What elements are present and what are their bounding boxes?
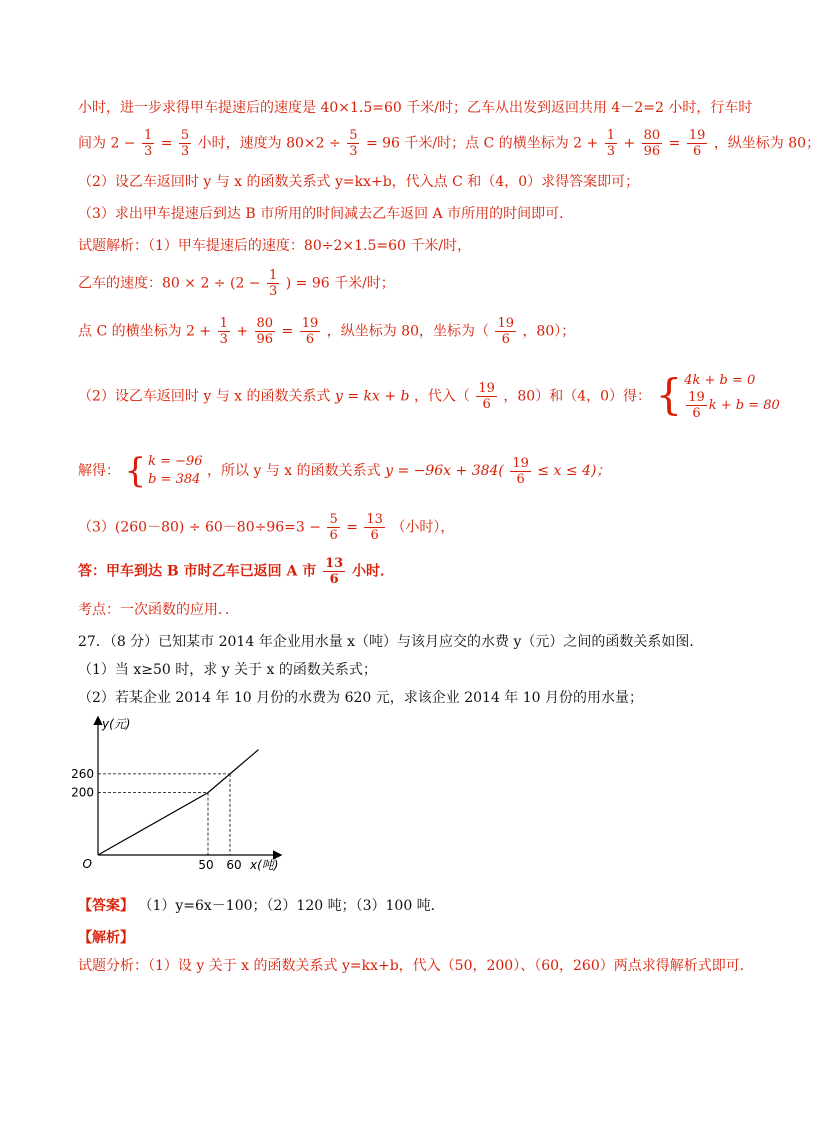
fraction: $\frac{5}{6}$ <box>329 512 338 543</box>
solution-answer: 答：甲车到达 B 市时乙车已返回 A 市 $\frac{13}{6}$ 小时． <box>78 556 395 587</box>
y-tick-200: 200 <box>71 785 94 800</box>
fraction: $\frac{5}{3}$ <box>349 128 358 159</box>
fraction: $\frac{19}{6}$ <box>512 455 529 487</box>
solution-line-5: 解得： { k = −96 b = 384 ，所以 y 与 x 的函数关系式 y = −96x + 384( $\frac{19}{6}$ ≤ x ≤ 4)； <box>78 451 611 491</box>
origin-label: O <box>82 857 92 871</box>
fenxi-line: 试题分析：（1）设 y 关于 x 的函数关系式 y=kx+b，代入（50，200）、（60，260）两点求得解析式即可． <box>78 958 754 974</box>
fraction: $\frac{19}{6}$ <box>301 316 319 347</box>
fraction: $\frac{1}{3}$ <box>269 268 278 299</box>
axis-labels <box>71 717 278 872</box>
solution-line-6: （3）(260－80) ÷ 60－80÷96=3 − $\frac{5}{6}$ = $\frac{13}{6}$ （小时）， <box>78 512 455 543</box>
analysis-line-2: 间为 2 − $\frac{1}{3}$ = $\frac{5}{3}$ 小时，速度为 80×2 ÷ $\frac{5}{3}$ = 96 千米/时；点 C 的横坐标为 2 + $\frac{1}{3}$ + $\frac{80}{96}$ = $\frac{19}{6}$ ，纵坐标为 80； <box>78 128 820 159</box>
fraction: $\frac{5}{3}$ <box>180 128 190 159</box>
equation-system: { k = −96 b = 384 <box>124 451 203 491</box>
data-line <box>98 750 259 855</box>
question-1: （1）当 x≥50 时，求 y 关于 x 的函数关系式； <box>78 662 377 678</box>
problem-stem: 27．（8 分）已知某市 2014 年企业用水量 x（吨）与该月应交的水费 y（元）之间的函数关系如图． <box>78 634 704 650</box>
equation-system: { 4k + b = 0 $\frac{19}{6}$ k + b = 80 <box>655 370 780 421</box>
solution-line-1: 试题解析：（1）甲车提速后的速度：80÷2×1.5=60 千米/时， <box>78 238 472 254</box>
function-graph <box>70 710 290 880</box>
x-tick-60: 60 <box>226 858 242 872</box>
answer-line: 【答案】 （1）y=6x－100；（2）120 吨；（3）100 吨． <box>78 898 445 914</box>
x-tick-50: 50 <box>198 858 214 872</box>
fraction: $\frac{1}{3}$ <box>606 128 615 159</box>
analysis-line-3: （2）设乙车返回时 y 与 x 的函数关系式 y=kx+b，代入点 C 和（4，0）求得答案即可； <box>78 174 640 190</box>
fraction: $\frac{13}{6}$ <box>325 556 344 587</box>
guide-lines <box>98 774 230 855</box>
kaodian: 考点：一次函数的应用．． <box>78 602 239 618</box>
x-axis-label: x(吨) <box>250 858 279 872</box>
jiexi-tag: 【解析】 <box>78 930 134 946</box>
fraction: $\frac{19}{6}$ <box>478 381 495 412</box>
fraction: $\frac{1}{3}$ <box>144 128 153 159</box>
analysis-line-4: （3）求出甲车提速后到达 B 市所用的时间减去乙车返回 A 市所用的时间即可． <box>78 206 574 222</box>
fraction: $\frac{1}{3}$ <box>219 316 228 347</box>
solution-line-2: 乙车的速度：80 × 2 ÷ (2 − $\frac{1}{3}$ ) = 96 千米/时； <box>78 268 395 299</box>
analysis-line-1: 小时，进一步求得甲车提速后的速度是 40×1.5=60 千米/时；乙车从出发到返回共用 4－2=2 小时，行车时 <box>78 100 753 116</box>
fraction: $\frac{80}{96}$ <box>256 316 274 347</box>
solution-line-4: （2）设乙车返回时 y 与 x 的函数关系式 y = kx + b ，代入（ $\frac{19}{6}$ ，80）和（4，0）得： { 4k + b = 0 $\frac{19}{6}$ k + b = 80 <box>78 370 780 421</box>
fraction: $\frac{19}{6}$ <box>688 128 706 159</box>
axes <box>98 718 280 855</box>
question-2: （2）若某企业 2014 年 10 月份的水费为 620 元，求该企业 2014 年 10 月份的用水量； <box>78 690 644 706</box>
solution-line-3: 点 C 的横坐标为 2 + $\frac{1}{3}$ + $\frac{80}{96}$ = $\frac{19}{6}$ ，纵坐标为 80，坐标为（ $\frac{19}{6}$ ，80）； <box>78 316 576 347</box>
series-line <box>98 750 259 855</box>
y-axis-label: y(元) <box>102 717 131 731</box>
fraction: $\frac{13}{6}$ <box>366 512 383 543</box>
fraction: $\frac{80}{96}$ <box>643 128 661 159</box>
y-tick-260: 260 <box>71 766 94 781</box>
fraction: $\frac{19}{6}$ <box>497 316 514 347</box>
